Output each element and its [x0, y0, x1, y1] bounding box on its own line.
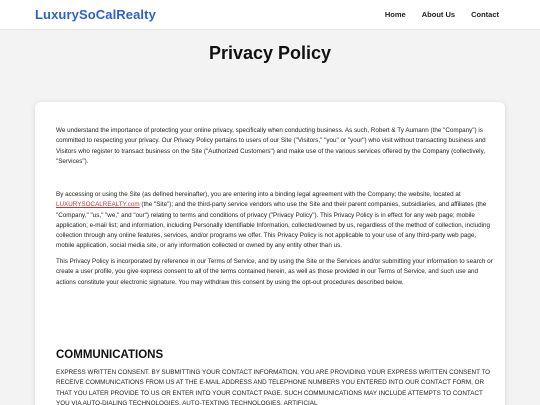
- main-nav: [385, 10, 499, 19]
- nav-contact-link[interactable]: Contact: [471, 10, 499, 19]
- policy-paragraph-intro: We understand the importance of protecting your online privacy, specifically when conducting business. As such, Robert & Ty Aumann (the "Company") is committed to respecting your privacy. Our Privacy Policy pertains to users of our Site ("Visitors," "you" or "your") who visit without transacting business and Visitors who register to transact business on the Site ("Authorized Customers") and make use of the various services offered by the Company (collectively, "Services").: [56, 127, 486, 165]
- agreement-text-end: (the "Site"); and the third-party service vendors who use the Site and their parent companies, subsidiaries, and affiliates (the "Company," "us," "we," and "our") relating to terms and conditions of privacy ("Privacy Policy"). This Privacy Policy is in effect for any web page; mobile application; e-mail list; and information, including Personally Identifiable Information, collected/owned by us, regardless of the method of collection, including collection through any online features, services, and/or programs we offer. This Privacy Policy is not applicable to your use of any third-party web page, mobile application, social media site, or any information collected or owned by any entity other than us.: [56, 201, 491, 250]
- page-title: Privacy Policy: [208, 43, 332, 63]
- policy-paragraph-consent: This Privacy Policy is incorporated by reference in our Terms of Service, and by using the Site or the Services and/or submitting your information to search or create a user profile, you give express consent to all of the terms contained herein, as well as those provided in our Terms of Service, and such use and actions constitute your electronic signature. You may withdraw this consent by using the opt-out procedures described below.: [56, 258, 493, 286]
- agreement-text-start: By accessing or using the Site (as defined hereinafter), you are entering into a binding legal agreement with the Company; the website, located at: [56, 191, 461, 198]
- policy-content-card: [35, 102, 505, 405]
- nav-about-us-link[interactable]: About Us: [421, 10, 456, 19]
- site-domain-link[interactable]: LUXURYSOCALREALTY.com: [56, 201, 140, 209]
- top-navbar: [0, 0, 540, 30]
- nav-home-link[interactable]: Home: [384, 10, 406, 19]
- brand-logo-link[interactable]: LuxurySoCalRealty: [35, 7, 156, 22]
- section-heading-communications: COMMUNICATIONS: [56, 349, 164, 361]
- policy-paragraph-agreement: [56, 190, 496, 252]
- policy-paragraph-communications: EXPRESS WRITTEN CONSENT. BY SUBMITTING YOUR CONTACT INFORMATION, YOU ARE PROVIDING YOUR EXPRESS WRITTEN CONSENT TO RECEIVE COMMUNICATIONS FROM US AT THE E-MAIL ADDRESS AND TELEPHONE NUMBERS YOU ENTERED INTO OUR CONTACT FORM, OR THAT YOU LATER PROVIDE TO US OR ENTER INTO YOUR CONTACT PAGE. SUCH COMMUNICATIONS MAY INCLUDE ATTEMPTS TO CONTACT YOU VIA AUTO-DIALING TECHNOLOGIES, AUTO-TEXTING TECHNOLOGIES, ARTIFICIAL: [56, 369, 491, 405]
